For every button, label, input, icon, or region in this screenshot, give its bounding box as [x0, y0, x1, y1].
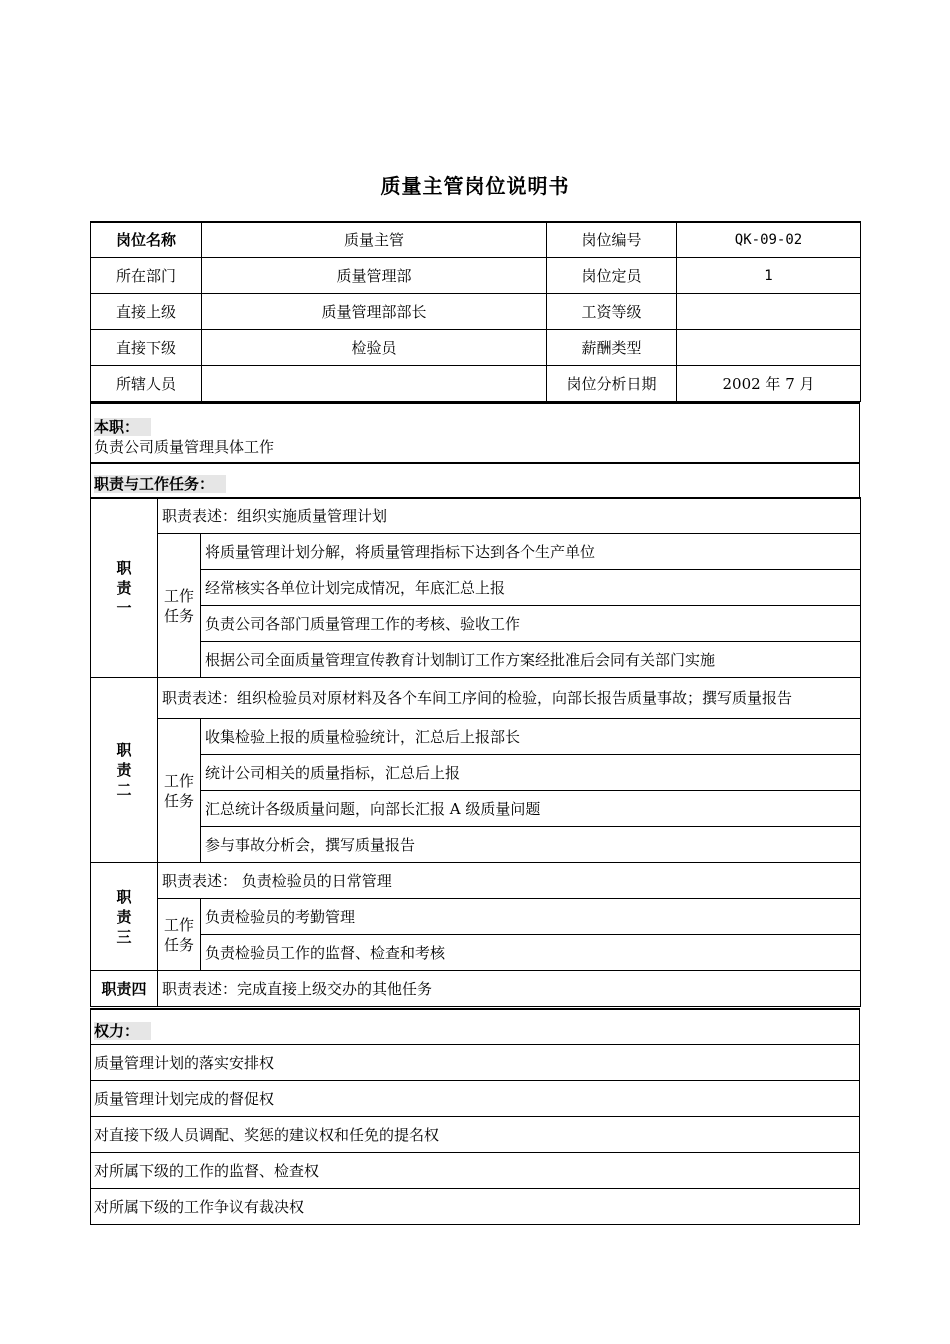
duty-2-desc: 职责表述：组织检验员对原材料及各个车间工序间的检验，向部长报告质量事故；撰写质量报告: [158, 678, 861, 719]
task-label: 工作任务: [158, 534, 201, 678]
list-item: 统计公司相关的质量指标，汇总后上报: [201, 755, 861, 791]
field-value: QK-09-02: [677, 222, 861, 258]
list-item: 将质量管理计划分解，将质量管理指标下达到各个生产单位: [201, 534, 861, 570]
table-row: [91, 899, 861, 935]
table-row: [91, 366, 861, 402]
table-row: [91, 935, 861, 971]
table-row: [91, 719, 861, 755]
field-label: 工资等级: [547, 294, 677, 330]
field-label: 直接下级: [91, 330, 202, 366]
list-item: 质量管理计划完成的督促权: [91, 1081, 860, 1117]
field-value: 质量主管: [202, 222, 547, 258]
duties-header: [90, 462, 860, 499]
duties-table: [90, 497, 861, 1007]
field-label: 直接上级: [91, 294, 202, 330]
benzhi-text: 负责公司质量管理具体工作: [94, 438, 275, 456]
benzhi-label: 本职：: [94, 418, 151, 436]
duty-1-label: 职责一: [91, 498, 158, 678]
field-label: 岗位名称: [91, 222, 202, 258]
table-row: [91, 863, 861, 899]
field-label: 所辖人员: [91, 366, 202, 402]
basic-info-table: [90, 221, 861, 402]
table-row: [91, 222, 861, 258]
table-row: [91, 534, 861, 570]
list-item: 对直接下级人员调配、奖惩的建议权和任免的提名权: [91, 1117, 860, 1153]
duty-4-desc: 职责表述：完成直接上级交办的其他任务: [158, 971, 861, 1007]
field-value: 1: [677, 258, 861, 294]
list-item: 对所属下级的工作争议有裁决权: [91, 1189, 860, 1225]
table-row: [91, 642, 861, 678]
task-label: 工作任务: [158, 899, 201, 971]
table-row: [91, 330, 861, 366]
power-header: [90, 1008, 860, 1045]
table-top-border: [90, 221, 860, 223]
field-value: [202, 366, 547, 402]
table-row: [91, 1045, 860, 1081]
list-item: 质量管理计划的落实安排权: [91, 1045, 860, 1081]
page-title: 质量主管岗位说明书: [380, 174, 570, 198]
table-row: [91, 827, 861, 863]
field-label: 岗位分析日期: [547, 366, 677, 402]
field-label: 所在部门: [91, 258, 202, 294]
table-row: [91, 1189, 860, 1225]
list-item: 收集检验上报的质量检验统计，汇总后上报部长: [201, 719, 861, 755]
list-item: 参与事故分析会，撰写质量报告: [201, 827, 861, 863]
table-row: [91, 791, 861, 827]
list-item: 负责检验员的考勤管理: [201, 899, 861, 935]
duty-3-desc: 职责表述： 负责检验员的日常管理: [158, 863, 861, 899]
power-table: [90, 1044, 860, 1225]
table-row: [91, 1081, 860, 1117]
field-label: 岗位编号: [547, 222, 677, 258]
table-row: [91, 1117, 860, 1153]
list-item: 汇总统计各级质量问题，向部长汇报 A 级质量问题: [201, 791, 861, 827]
table-row: [91, 1153, 860, 1189]
table-row: [91, 294, 861, 330]
table-row: [91, 570, 861, 606]
list-item: 负责检验员工作的监督、检查和考核: [201, 935, 861, 971]
list-item: 对所属下级的工作的监督、检查权: [91, 1153, 860, 1189]
list-item: 负责公司各部门质量管理工作的考核、验收工作: [201, 606, 861, 642]
field-value: 检验员: [202, 330, 547, 366]
table-row: [91, 678, 861, 719]
field-value: 2002 年 7 月: [677, 366, 861, 402]
power-label: 权力：: [94, 1022, 151, 1040]
field-label: 薪酬类型: [547, 330, 677, 366]
table-row: [91, 971, 861, 1007]
duty-2-label: 职责二: [91, 678, 158, 863]
field-value: [677, 294, 861, 330]
table-row: [91, 258, 861, 294]
table-row: [91, 606, 861, 642]
field-value: 质量管理部部长: [202, 294, 547, 330]
field-value: 质量管理部: [202, 258, 547, 294]
field-label: 岗位定员: [547, 258, 677, 294]
list-item: 经常核实各单位计划完成情况，年底汇总上报: [201, 570, 861, 606]
duty-3-label: 职责三: [91, 863, 158, 971]
duties-header-label: 职责与工作任务：: [94, 475, 226, 493]
duty-1-desc: 职责表述：组织实施质量管理计划: [158, 498, 861, 534]
duty-4-label: 职责四: [91, 971, 158, 1007]
table-row: [91, 755, 861, 791]
field-value: [677, 330, 861, 366]
table-row: [91, 498, 861, 534]
list-item: 根据公司全面质量管理宣传教育计划制订工作方案经批准后会同有关部门实施: [201, 642, 861, 678]
task-label: 工作任务: [158, 719, 201, 863]
benzhi-section: [90, 402, 860, 463]
